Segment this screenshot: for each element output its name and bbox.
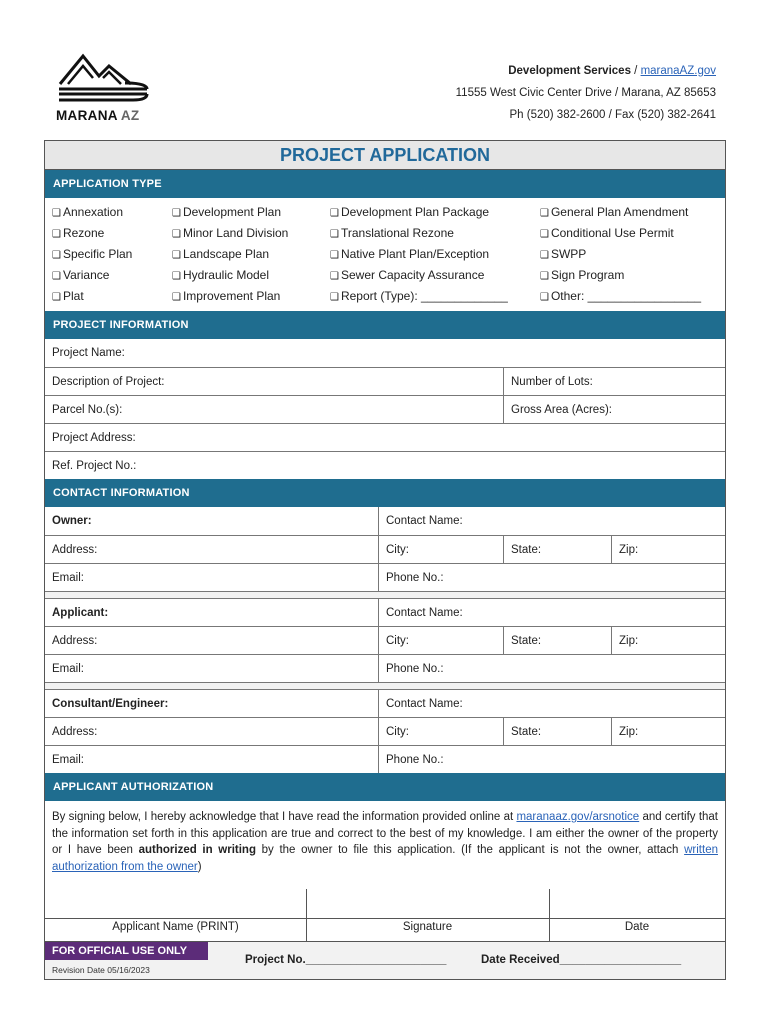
applicant-address-field[interactable]: Address: xyxy=(45,627,379,654)
checkbox-option[interactable] xyxy=(172,223,330,244)
owner-email-field[interactable]: Email: xyxy=(45,564,379,591)
option-label: Sign Program xyxy=(550,268,625,282)
option-label: General Plan Amendment xyxy=(550,205,689,219)
checkbox-icon: ❑ xyxy=(540,271,549,282)
owner-email-row xyxy=(45,563,725,591)
owner-city-field[interactable]: City: xyxy=(379,536,504,563)
applicant-contact-name-field[interactable]: Contact Name: xyxy=(386,607,463,619)
revision-date: Revision Date 05/16/2023 xyxy=(52,965,150,975)
checkbox-icon: ❑ xyxy=(52,271,61,282)
application-type-column-1 xyxy=(52,202,172,307)
owner-address-row xyxy=(45,535,725,563)
checkbox-icon: ❑ xyxy=(330,292,339,303)
option-label: Rezone xyxy=(62,226,105,240)
checkbox-icon: ❑ xyxy=(540,229,549,240)
owner-state-field[interactable]: State: xyxy=(504,536,612,563)
checkbox-icon: ❑ xyxy=(330,271,339,282)
consultant-label: Consultant/Engineer: xyxy=(45,690,379,717)
checkbox-icon: ❑ xyxy=(540,250,549,261)
official-use-badge: FOR OFFICIAL USE ONLY xyxy=(45,942,208,960)
checkbox-option[interactable] xyxy=(172,265,330,286)
section-divider xyxy=(45,591,725,598)
section-divider xyxy=(45,682,725,689)
applicant-address-row xyxy=(45,626,725,654)
checkbox-icon: ❑ xyxy=(172,250,181,261)
option-label: Report (Type): _____________ xyxy=(340,289,508,303)
project-information-heading: PROJECT INFORMATION xyxy=(45,311,725,339)
option-label: Landscape Plan xyxy=(182,247,270,261)
date-received-field[interactable]: Date Received___________________ xyxy=(481,954,682,966)
logo-name: MARANA xyxy=(56,108,118,123)
consultant-address-row xyxy=(45,717,725,745)
checkbox-option[interactable] xyxy=(330,223,540,244)
consultant-email-row xyxy=(45,745,725,773)
applicant-authorization-heading: APPLICANT AUTHORIZATION xyxy=(45,773,725,801)
applicant-email-field[interactable]: Email: xyxy=(45,655,379,682)
mountain-logo-icon xyxy=(55,52,155,107)
consultant-contact-name-field[interactable]: Contact Name: xyxy=(386,698,463,710)
project-no-field[interactable]: Project No.______________________ xyxy=(245,954,447,966)
applicant-row xyxy=(45,598,725,626)
option-label: Other: _________________ xyxy=(550,289,702,303)
checkbox-icon: ❑ xyxy=(330,229,339,240)
application-type-column-3 xyxy=(330,202,540,307)
ref-project-row xyxy=(45,451,725,479)
option-label: Hydraulic Model xyxy=(182,268,270,282)
checkbox-option[interactable] xyxy=(172,202,330,223)
owner-label: Owner: xyxy=(45,507,379,535)
option-label: Development Plan xyxy=(182,205,282,219)
checkbox-icon: ❑ xyxy=(172,208,181,219)
owner-zip-field[interactable]: Zip: xyxy=(619,544,639,556)
option-label: Plat xyxy=(62,289,84,303)
checkbox-icon: ❑ xyxy=(172,229,181,240)
arsnotice-link[interactable]: maranaaz.gov/arsnotice xyxy=(516,811,640,823)
project-application-form xyxy=(44,140,726,980)
written-authorization-link[interactable]: written authorization from the owner xyxy=(52,844,718,873)
applicant-label: Applicant: xyxy=(45,599,379,626)
owner-phone-field[interactable]: Phone No.: xyxy=(386,572,444,584)
checkbox-icon: ❑ xyxy=(172,292,181,303)
checkbox-option[interactable] xyxy=(330,265,540,286)
owner-address-field[interactable]: Address: xyxy=(45,536,379,563)
logo-wordmark xyxy=(56,108,139,123)
checkbox-icon: ❑ xyxy=(172,271,181,282)
ref-project-field[interactable]: Ref. Project No.: xyxy=(52,460,137,472)
application-type-heading: APPLICATION TYPE xyxy=(45,170,725,198)
checkbox-icon: ❑ xyxy=(330,208,339,219)
checkbox-option[interactable] xyxy=(540,244,720,265)
application-type-column-4 xyxy=(540,202,720,307)
option-label: Translational Rezone xyxy=(340,226,454,240)
applicant-name-print-field[interactable]: Applicant Name (PRINT) xyxy=(112,921,239,933)
consultant-row xyxy=(45,689,725,717)
option-label: Native Plant Plan/Exception xyxy=(340,247,490,261)
authorized-in-writing: authorized in writing xyxy=(138,844,256,856)
official-use-section xyxy=(45,941,725,979)
authorization-text xyxy=(45,801,725,881)
contact-separator: / xyxy=(630,65,641,77)
checkbox-option[interactable] xyxy=(52,265,172,286)
applicant-city-field[interactable]: City: xyxy=(379,627,504,654)
authorization-text-part: ) xyxy=(197,860,202,873)
option-label: Variance xyxy=(62,268,110,282)
description-field[interactable]: Description of Project: xyxy=(45,368,504,395)
checkbox-option[interactable] xyxy=(540,265,720,286)
office-address: 11555 West Civic Center Drive / Marana, AZ 85653 xyxy=(455,87,716,99)
checkbox-icon: ❑ xyxy=(330,250,339,261)
checkbox-option[interactable] xyxy=(540,202,720,223)
signature-area xyxy=(45,881,725,941)
contact-block xyxy=(456,60,716,126)
consultant-zip-field[interactable]: Zip: xyxy=(619,726,639,738)
signature-divider xyxy=(549,889,550,941)
consultant-state-field[interactable]: State: xyxy=(504,718,612,745)
checkbox-option[interactable] xyxy=(330,286,540,307)
gross-area-field[interactable]: Gross Area (Acres): xyxy=(511,404,612,416)
applicant-email-row xyxy=(45,654,725,682)
option-label: Annexation xyxy=(62,205,124,219)
applicant-state-field[interactable]: State: xyxy=(504,627,612,654)
consultant-phone-field[interactable]: Phone No.: xyxy=(386,754,444,766)
option-label: Minor Land Division xyxy=(182,226,289,240)
checkbox-option[interactable] xyxy=(330,244,540,265)
authorization-text-part: by the owner to file this application. (If the applicant is not the owner, attach xyxy=(255,844,685,856)
checkbox-option[interactable] xyxy=(172,244,330,265)
owner-contact-name-field[interactable]: Contact Name: xyxy=(386,515,463,527)
consultant-city-field[interactable]: City: xyxy=(379,718,504,745)
checkbox-icon: ❑ xyxy=(52,292,61,303)
checkbox-option[interactable] xyxy=(52,202,172,223)
owner-row xyxy=(45,507,725,535)
number-of-lots-field[interactable]: Number of Lots: xyxy=(511,376,593,388)
contact-information-heading: CONTACT INFORMATION xyxy=(45,479,725,507)
checkbox-option[interactable] xyxy=(52,223,172,244)
application-type-options xyxy=(45,198,725,311)
checkbox-option[interactable] xyxy=(52,244,172,265)
date-field[interactable]: Date xyxy=(624,921,650,933)
checkbox-icon: ❑ xyxy=(52,208,61,219)
project-name-field[interactable]: Project Name: xyxy=(52,347,125,359)
parcel-field[interactable]: Parcel No.(s): xyxy=(45,396,504,423)
checkbox-icon: ❑ xyxy=(52,229,61,240)
project-address-row xyxy=(45,423,725,451)
signature-field[interactable]: Signature xyxy=(402,921,453,933)
signature-line xyxy=(45,918,725,919)
description-row xyxy=(45,367,725,395)
logo-suffix: AZ xyxy=(120,108,140,123)
consultant-email-field[interactable]: Email: xyxy=(45,746,379,773)
option-label: Specific Plan xyxy=(62,247,133,261)
page-header xyxy=(0,0,770,140)
authorization-text-part: By signing below, I hereby acknowledge that I have read the information provided online at xyxy=(52,811,514,823)
checkbox-icon: ❑ xyxy=(52,250,61,261)
application-type-column-2 xyxy=(172,202,330,307)
parcel-row xyxy=(45,395,725,423)
option-label: Sewer Capacity Assurance xyxy=(340,268,485,282)
project-address-field[interactable]: Project Address: xyxy=(52,432,136,444)
signature-divider xyxy=(306,889,307,941)
consultant-address-field[interactable]: Address: xyxy=(45,718,379,745)
authorization-text-part: and certify that the information set forth in this application are true and correct to the best of my knowledge. I am either the owner of the property or I have been xyxy=(52,811,719,856)
applicant-zip-field[interactable]: Zip: xyxy=(619,635,639,647)
option-label: SWPP xyxy=(550,247,587,261)
checkbox-option[interactable] xyxy=(52,286,172,307)
checkbox-icon: ❑ xyxy=(540,208,549,219)
checkbox-option[interactable] xyxy=(540,223,720,244)
phone-fax: Ph (520) 382-2600 / Fax (520) 382-2641 xyxy=(509,109,716,121)
website-link[interactable]: maranaAZ.gov xyxy=(640,65,716,77)
checkbox-option[interactable] xyxy=(540,286,720,307)
form-title: PROJECT APPLICATION xyxy=(45,141,725,170)
option-label: Improvement Plan xyxy=(182,289,281,303)
applicant-phone-field[interactable]: Phone No.: xyxy=(386,663,444,675)
checkbox-icon: ❑ xyxy=(540,292,549,303)
department-label: Development Services xyxy=(508,65,631,77)
option-label: Conditional Use Permit xyxy=(550,226,674,240)
checkbox-option[interactable] xyxy=(330,202,540,223)
checkbox-option[interactable] xyxy=(172,286,330,307)
project-name-row xyxy=(45,339,725,367)
option-label: Development Plan Package xyxy=(340,205,490,219)
